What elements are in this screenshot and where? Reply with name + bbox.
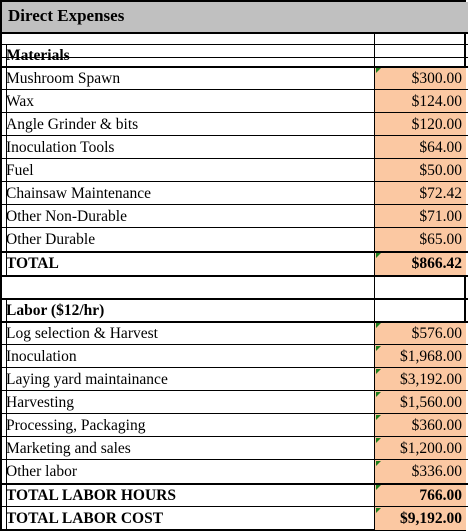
value-cell[interactable]: $1,560.00 [374,391,466,414]
grid-line [2,321,468,323]
total-label: TOTAL [6,255,59,272]
grid-line [2,483,468,485]
grid-line [2,227,468,228]
value-cell[interactable]: $1,200.00 [374,437,466,460]
comment-marker-icon [376,461,381,466]
value-cell[interactable]: $50.00 [374,159,466,182]
value-cell[interactable]: $576.00 [374,322,466,345]
value-cell[interactable]: $3,192.00 [374,368,466,391]
sheet-title: Direct Expenses [8,6,125,25]
comment-marker-icon [376,323,381,328]
total-labor-cost-label: TOTAL LABOR COST [6,510,164,527]
table-row [2,67,468,90]
grid-line [2,251,468,253]
grid-line [2,298,468,300]
row-label: Processing, Packaging [6,417,146,434]
comment-marker-icon [376,253,381,258]
grid-line [2,275,468,277]
grid-line [2,158,468,159]
row-label: Laying yard maintainance [6,371,168,388]
spacer-row [2,276,468,299]
value-cell[interactable]: $64.00 [374,136,466,159]
value-cell[interactable]: $1,968.00 [374,345,466,368]
row-label: Marketing and sales [6,440,131,457]
row-label: Log selection & Harvest [6,325,158,342]
empty-cell[interactable] [374,276,466,299]
grid-line [2,181,468,182]
table-row [2,90,468,113]
empty-cell[interactable] [374,44,466,67]
value-cell[interactable]: $72.42 [374,182,466,205]
total-value-cell[interactable]: $866.42 [374,252,466,275]
comment-marker-icon [376,68,381,73]
grid-line [2,390,468,391]
value-cell[interactable]: $300.00 [374,67,466,90]
comment-marker-icon [376,415,381,420]
row-label: Inoculation Tools [6,139,115,156]
grid-line [2,344,468,345]
table-row [2,205,468,228]
comment-marker-icon [376,369,381,374]
table-row [2,322,468,345]
sheet-header [2,2,468,34]
value-cell[interactable]: $336.00 [374,460,466,483]
grid-line [2,135,468,136]
row-label: Chainsaw Maintenance [6,185,152,202]
table-row [2,368,468,391]
comment-marker-icon [376,438,381,443]
grid-line [2,459,468,460]
labor-heading: Labor ($12/hr) [6,302,105,319]
comment-marker-icon [376,346,381,351]
grid-line [2,506,468,507]
grid-line [2,436,468,437]
value-cell[interactable]: $120.00 [374,113,466,136]
materials-heading-row [2,44,468,67]
grid-line [6,298,7,531]
table-row [2,113,468,136]
value-cell[interactable]: $124.00 [374,90,466,113]
grid-line [2,44,468,45]
labor-heading-row [2,299,468,322]
grid-line [2,413,468,414]
row-label: Inoculation [6,348,77,365]
row-label: Wax [6,93,35,110]
materials-heading: Materials [6,47,70,64]
row-label: Harvesting [6,394,75,411]
value-cell[interactable]: $71.00 [374,205,466,228]
value-cell[interactable]: $65.00 [374,228,466,251]
row-label: Other Durable [6,231,96,248]
grid-line [2,112,468,113]
table-row [2,182,468,205]
total-labor-cost-row [2,507,468,530]
table-row [2,228,468,251]
table-row [2,437,468,460]
grid-line [2,204,468,205]
comment-marker-icon [376,485,381,490]
total-labor-hours-label: TOTAL LABOR HOURS [6,487,176,504]
comment-marker-icon [376,392,381,397]
row-label: Other labor [6,463,78,480]
empty-cell[interactable] [374,299,466,322]
total-labor-hours-row [2,484,468,507]
grid-line [6,44,7,275]
row-label: Fuel [6,162,34,179]
table-row [2,345,468,368]
value-cell[interactable]: $360.00 [374,414,466,437]
comment-marker-icon [376,508,381,513]
row-label: Other Non-Durable [6,208,127,225]
table-row [2,460,468,483]
table-row [2,391,468,414]
materials-total-row [2,252,468,275]
table-row [2,136,468,159]
grid-line [2,66,468,68]
row-label: Angle Grinder & bits [6,116,139,133]
table-row [2,414,468,437]
total-labor-cost-cell[interactable]: $9,192.00 [374,507,466,530]
table-row [2,159,468,182]
total-labor-hours-cell[interactable]: 766.00 [374,484,466,507]
grid-line [2,89,468,90]
grid-line [2,367,468,368]
row-label: Mushroom Spawn [6,70,121,87]
